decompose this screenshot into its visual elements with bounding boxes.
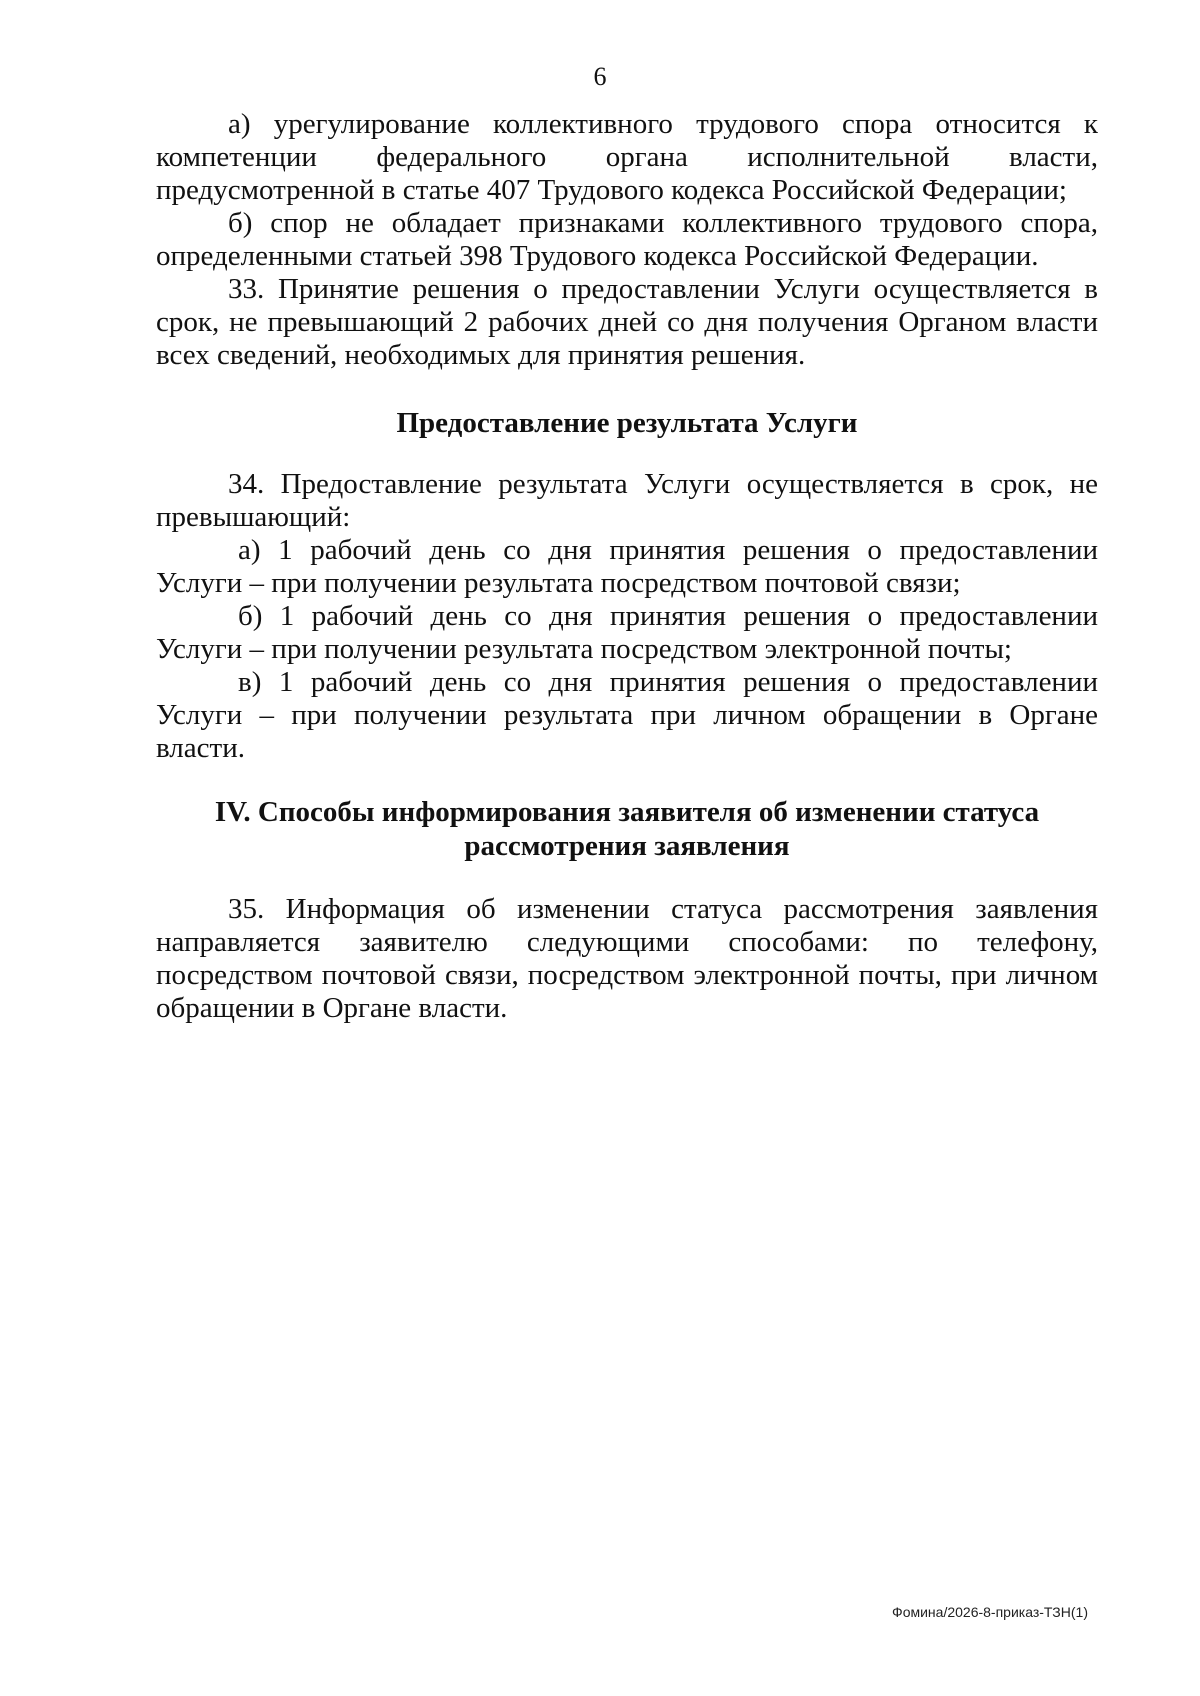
footer-doc-id: Фомина/2026-8-приказ-ТЗН(1) bbox=[892, 1604, 1088, 1620]
page-number: 6 bbox=[593, 62, 607, 91]
paragraph-32a: а) урегулирование коллективного трудового спора относится к компетенции федерального органа исполнительной власти, предусмотренной в статье 407 Трудового кодекса Российской Федерации; bbox=[156, 108, 1098, 206]
paragraph-34c: в) 1 рабочий день со дня принятия решения о предоставлении Услуги – при получении результата при личном обращении в Органе власти. bbox=[156, 666, 1098, 764]
heading-section-iv: IV. Способы информирования заявителя об изменении статуса рассмотрения заявления bbox=[214, 796, 1040, 862]
paragraph-34b: б) 1 рабочий день со дня принятия решения о предоставлении Услуги – при получении результата посредством электронной почты; bbox=[156, 600, 1098, 665]
heading-result: Предоставление результата Услуги bbox=[396, 407, 858, 439]
paragraph-34a: а) 1 рабочий день со дня принятия решения о предоставлении Услуги – при получении результата посредством почтовой связи; bbox=[156, 534, 1098, 599]
paragraph-32b: б) спор не обладает признаками коллективного трудового спора, определенными статьей 398 Трудового кодекса Российской Федерации. bbox=[156, 207, 1098, 272]
paragraph-35: 35. Информация об изменении статуса рассмотрения заявления направляется заявителю следующими способами: по телефону, посредством почтовой связи, посредством электронной почты, при личном обращении в Органе власти. bbox=[156, 893, 1098, 1024]
paragraph-33: 33. Принятие решения о предоставлении Услуги осуществляется в срок, не превышающий 2 рабочих дней со дня получения Органом власти всех сведений, необходимых для принятия решения. bbox=[156, 273, 1098, 371]
document-body bbox=[156, 108, 1098, 1025]
paragraph-34: 34. Предоставление результата Услуги осуществляется в срок, не превышающий: bbox=[156, 468, 1098, 533]
